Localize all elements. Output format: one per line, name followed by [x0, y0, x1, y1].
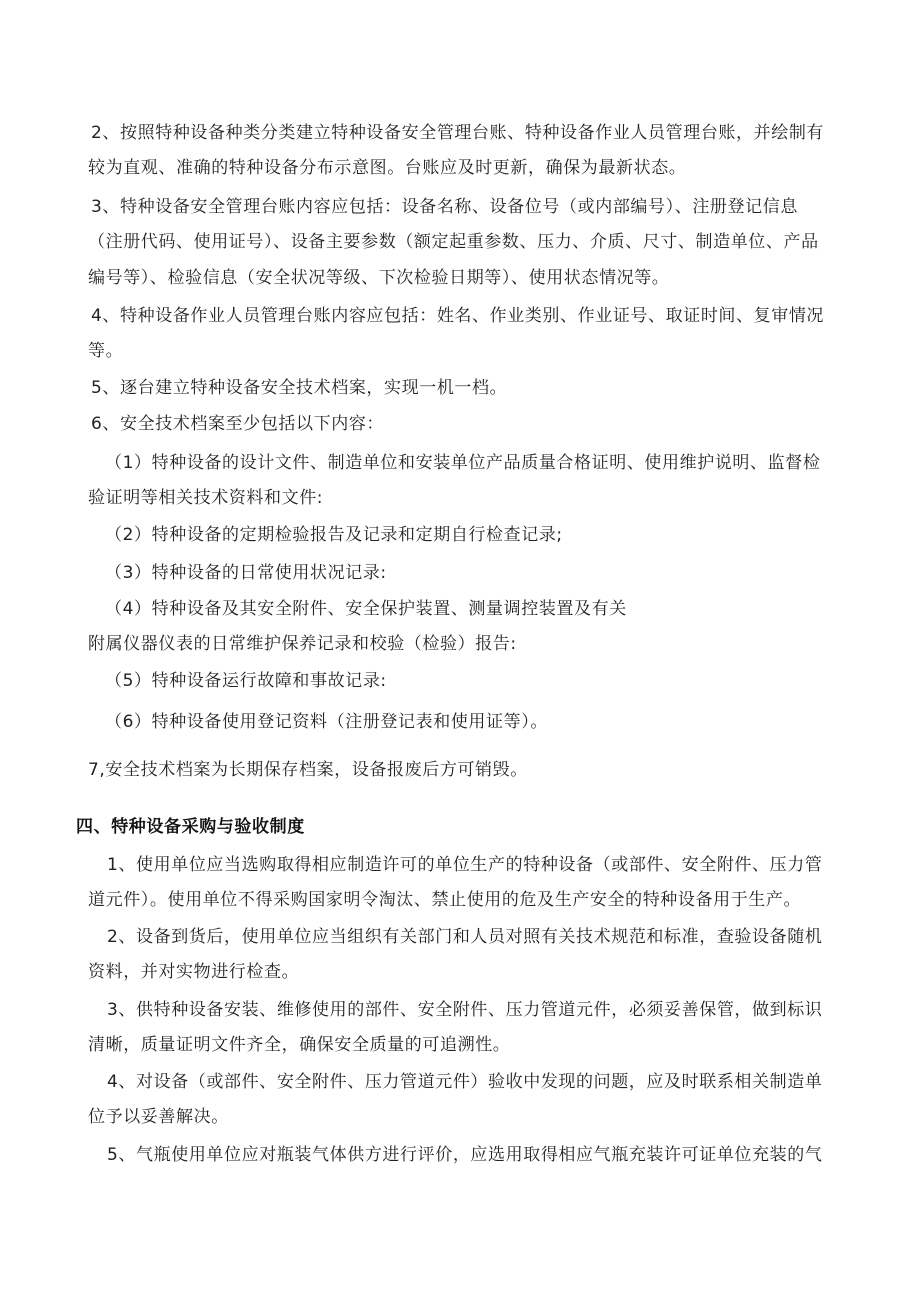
paragraph-line: 编号等）、检验信息（安全状况等级、下次检验日期等）、使用状态情况等。 [88, 268, 670, 288]
paragraph-line: 清晰，质量证明文件齐全，确保安全质量的可追溯性。 [88, 1035, 511, 1055]
paragraph-line: 道元件）。使用单位不得采购国家明令淘汰、禁止使用的危及生产安全的特种设备用于生产。 [88, 890, 802, 910]
sub-item-line: （5）特种设备运行故障和事故记录: [105, 671, 387, 691]
paragraph-line: 2、设备到货后，使用单位应当组织有关部门和人员对照有关技术规范和标准，查验设备随机 [107, 927, 823, 947]
paragraph-line: 2、按照特种设备种类分类建立特种设备安全管理台账、特种设备作业人员管理台账，并绘制有 [91, 123, 825, 143]
section-heading: 四、特种设备采购与验收制度 [76, 817, 305, 837]
paragraph-line: 5、逐台建立特种设备安全技术档案，实现一机一档。 [91, 378, 508, 398]
paragraph-line: 3、特种设备安全管理台账内容应包括：设备名称、设备位号（或内部编号）、注册登记信息 [91, 197, 798, 217]
paragraph-line: （注册代码、使用证号）、设备主要参数（额定起重参数、压力、介质、尺寸、制造单位、产品 [88, 232, 819, 252]
paragraph-line: 5、气瓶使用单位应对瓶装气体供方进行评价，应选用取得相应气瓶充装许可证单位充装的气 [107, 1145, 823, 1165]
paragraph-line: 1、使用单位应当选购取得相应制造许可的单位生产的特种设备（或部件、安全附件、压力管 [107, 855, 823, 875]
paragraph-line: 较为直观、准确的特种设备分布示意图。台账应及时更新，确保为最新状态。 [88, 158, 687, 178]
sub-item-line: （1）特种设备的设计文件、制造单位和安装单位产品质量合格证明、使用维护说明、监督检 [105, 453, 821, 473]
paragraph-line: 6、安全技术档案至少包括以下内容： [91, 414, 385, 434]
paragraph-line: 7,安全技术档案为长期保存档案，设备报废后方可销毁。 [88, 760, 528, 780]
sub-item-line: （4）特种设备及其安全附件、安全保护装置、测量调控装置及有关 [105, 599, 627, 619]
paragraph-line: 3、供特种设备安装、维修使用的部件、安全附件、压力管道元件，必须妥善保管，做到标识 [107, 1000, 823, 1020]
sub-item-line: （6）特种设备使用登记资料（注册登记表和使用证等）。 [105, 712, 548, 732]
paragraph-line: 位予以妥善解决。 [88, 1107, 229, 1127]
sub-item-line: （3）特种设备的日常使用状况记录: [105, 563, 387, 583]
paragraph-line: 4、对设备（或部件、安全附件、压力管道元件）验收中发现的问题，应及时联系相关制造单 [107, 1072, 823, 1092]
paragraph-line: 4、特种设备作业人员管理台账内容应包括：姓名、作业类别、作业证号、取证时间、复审情况 [91, 306, 825, 326]
sub-item-line: 附属仪器仪表的日常维护保养记录和校验（检验）报告: [88, 634, 517, 654]
paragraph-line: 等。 [88, 341, 124, 361]
paragraph-line: 资料，并对实物进行检查。 [88, 962, 300, 982]
sub-item-line: （2）特种设备的定期检验报告及记录和定期自行检查记录; [105, 525, 563, 545]
sub-item-line: 验证明等相关技术资料和文件: [88, 488, 324, 508]
